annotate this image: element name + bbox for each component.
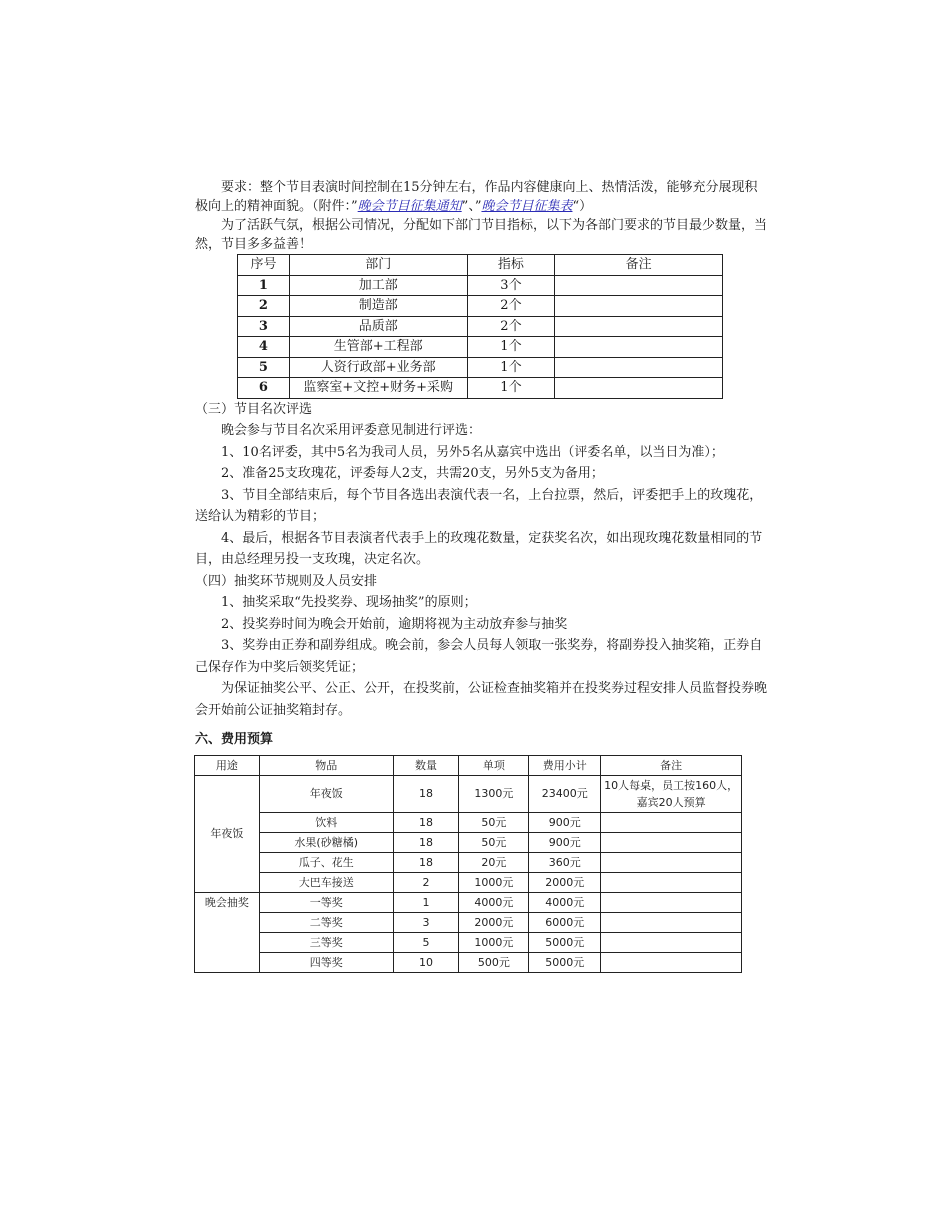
table-row [238,296,723,317]
remark-cell [601,833,742,853]
header-cell: 用途 [195,756,260,776]
qty-cell: 2 [393,873,459,893]
item-cell: 瓜子、花生 [259,853,393,873]
unit-cell: 1000元 [459,933,529,953]
remark-cell [555,275,723,296]
unit-cell: 50元 [459,813,529,833]
row-number: 3 [238,316,290,337]
section3-item: 4、最后，根据各节目表演者代表手上的玫瑰花数量，定获奖名次，如出现玫瑰花数量相同的节目，由总经理另投一支玫瑰，决定名次。 [195,530,763,567]
remark-cell [555,378,723,399]
item-cell: 水果(砂糖橘) [259,833,393,853]
dept-cell: 生管部+工程部 [289,337,467,358]
remark-cell [555,316,723,337]
row-number: 5 [238,357,290,378]
dept-cell: 加工部 [289,275,467,296]
section3-item: 1、10名评委，其中5名为我司人员，另外5名从嘉宾中选出（评委名单，以当日为准）； [221,444,724,460]
header-cell: 部门 [289,255,467,276]
table-row [238,337,723,358]
remark-cell [601,933,742,953]
quota-cell: 1个 [467,378,555,399]
table-row [195,853,742,873]
qty-cell: 3 [393,913,459,933]
dept-quota-table [237,254,723,399]
row-number: 4 [238,337,290,358]
table-row [238,357,723,378]
header-cell: 费用小计 [529,756,601,776]
remark-cell [555,296,723,317]
remark-cell [601,913,742,933]
dept-cell: 人资行政部+业务部 [289,357,467,378]
table-row [195,953,742,973]
subtotal-cell: 2000元 [529,873,601,893]
table-row [238,275,723,296]
subtotal-cell: 900元 [529,813,601,833]
unit-cell: 20元 [459,853,529,873]
remark-cell [601,853,742,873]
remark-cell: 10人每桌，员工按160人，嘉宾20人预算 [601,776,742,813]
quota-cell: 1个 [467,337,555,358]
table-row [195,873,742,893]
remark-cell [555,357,723,378]
subtotal-cell: 6000元 [529,913,601,933]
header-cell: 物品 [259,756,393,776]
section4-item: 1、抽奖采取“先投奖券、现场抽奖”的原则； [221,595,477,610]
unit-cell: 50元 [459,833,529,853]
item-cell: 一等奖 [259,893,393,913]
dept-cell: 制造部 [289,296,467,317]
budget-table [194,755,742,973]
unit-cell: 4000元 [459,893,529,913]
item-cell: 四等奖 [259,953,393,973]
table-row [238,316,723,337]
qty-cell: 18 [393,813,459,833]
table-header-row [238,255,723,276]
header-cell: 单项 [459,756,529,776]
requirement-paragraph [195,178,770,216]
table-row [238,378,723,399]
unit-cell: 1000元 [459,873,529,893]
table-row [195,776,742,813]
subtotal-cell: 360元 [529,853,601,873]
item-cell: 二等奖 [259,913,393,933]
remark-cell [601,873,742,893]
section3-item: 3、节目全部结束后，每个节目各选出表演代表一名，上台拉票，然后，评委把手上的玫瑰花，送给认为精彩的节目； [195,487,763,524]
requirement-text: 要求：整个节目表演时间控制在15分钟左右，作品内容健康向上、热情活泼，能够充分展现积极向上的精神面貌。（附件：” [195,180,758,214]
header-cell: 数量 [393,756,459,776]
qty-cell: 5 [393,933,459,953]
table-header-row [195,756,742,776]
item-cell: 大巴车接送 [259,873,393,893]
group-cell-dinner: 年夜饭 [195,776,260,893]
budget-title: 六、费用预算 [195,732,274,747]
subtotal-cell: 5000元 [529,953,601,973]
quota-cell: 1个 [467,357,555,378]
subtotal-cell: 23400元 [529,776,601,813]
subtotal-cell: 5000元 [529,933,601,953]
header-cell: 序号 [238,255,290,276]
qty-cell: 18 [393,833,459,853]
section4-title: （四）抽奖环节规则及人员安排 [195,573,378,589]
link-separator: ”、” [461,199,482,214]
item-cell: 年夜饭 [259,776,393,813]
quota-paragraph: 为了活跃气氛，根据公司情况，分配如下部门节目指标，以下为各部门要求的节目最少数量，当然，节目多多益善！ [195,218,768,252]
header-cell: 备注 [555,255,723,276]
group-cell-lottery: 晚会抽奖 [195,893,260,973]
qty-cell: 18 [393,853,459,873]
table-row [195,933,742,953]
section4-item: 为保证抽奖公平、公正、公开，在投奖前，公证检查抽奖箱并在投奖券过程安排人员监督投券晚会开始前公证抽奖箱封存。 [195,681,768,718]
subtotal-cell: 4000元 [529,893,601,913]
header-cell: 指标 [467,255,555,276]
qty-cell: 10 [393,953,459,973]
table-row [195,813,742,833]
remark-cell [601,953,742,973]
table-row [195,893,742,913]
subtotal-cell: 900元 [529,833,601,853]
attachment-link-form[interactable]: 晚会节目征集表 [481,199,573,214]
section3-title: （三）节目名次评选 [195,401,313,417]
quota-cell: 2个 [467,296,555,317]
section3-intro: 晚会参与节目名次采用评委意见制进行评选： [221,423,482,438]
unit-cell: 500元 [459,953,529,973]
item-cell: 三等奖 [259,933,393,953]
dept-cell: 监察室+文控+财务+采购 [289,378,467,399]
quota-cell: 2个 [467,316,555,337]
dept-cell: 品质部 [289,316,467,337]
qty-cell: 1 [393,893,459,913]
document-page [195,178,770,973]
item-cell: 饮料 [259,813,393,833]
header-cell: 备注 [601,756,742,776]
section3-item: 2、准备25支玫瑰花，评委每人2支，共需20支，另外5支为备用； [221,466,604,481]
remark-cell [601,893,742,913]
attachment-link-notice[interactable]: 晚会节目征集通知 [357,199,462,214]
remark-cell [601,813,742,833]
qty-cell: 18 [393,776,459,813]
table-row [195,833,742,853]
row-number: 6 [238,378,290,399]
quota-cell: 3个 [467,275,555,296]
unit-cell: 1300元 [459,776,529,813]
remark-cell [555,337,723,358]
section4-item: 2、投奖券时间为晚会开始前，逾期将视为主动放弃参与抽奖 [221,616,568,632]
row-number: 2 [238,296,290,317]
table-row [195,913,742,933]
requirement-end: “） [572,199,593,214]
row-number: 1 [238,275,290,296]
unit-cell: 2000元 [459,913,529,933]
section4-item: 3、奖券由正券和副券组成。晚会前，参会人员每人领取一张奖券，将副券投入抽奖箱，正券自己保存作为中奖后领奖凭证； [195,638,763,675]
